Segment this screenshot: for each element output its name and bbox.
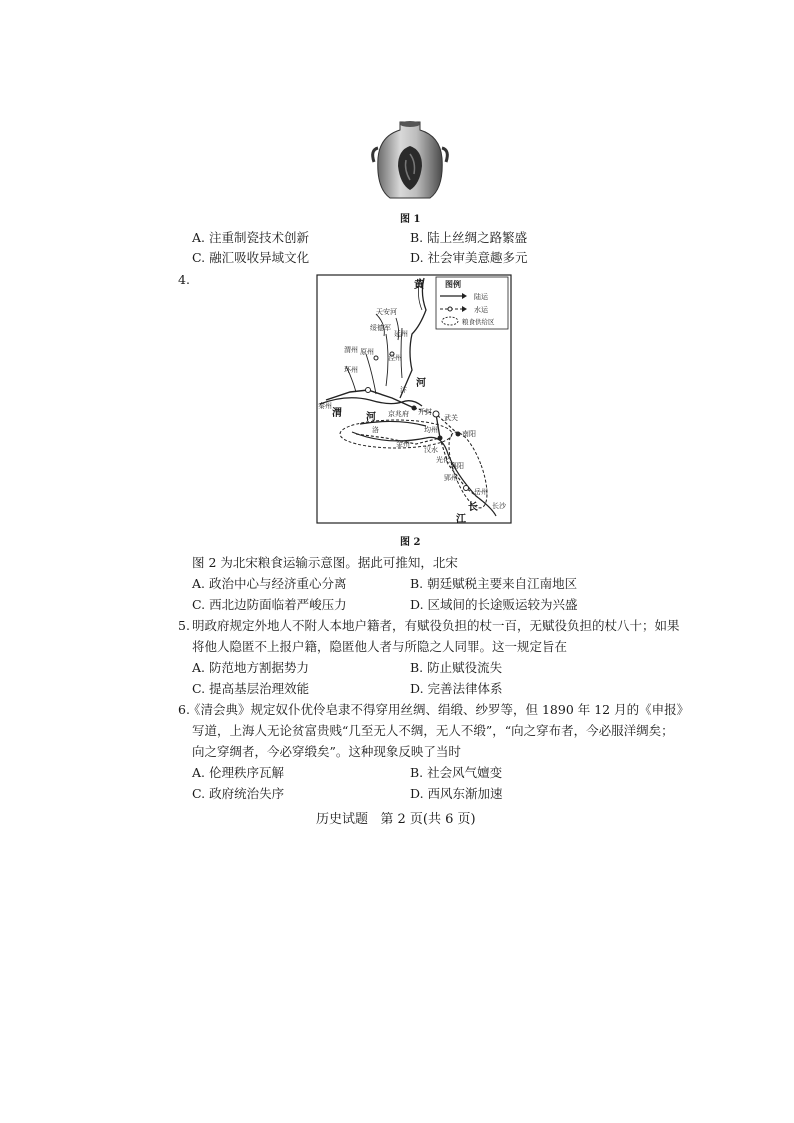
q3-option-c: C. 融汇吸收异域文化 (192, 250, 310, 265)
legend-land: 陆运 (474, 293, 488, 301)
q6-option-d: D. 西风东渐加速 (410, 786, 503, 801)
q4-option-b: B. 朝廷赋税主要来自江南地区 (410, 576, 578, 591)
map-place: 洛 (372, 426, 379, 434)
map-place: 原州 (360, 348, 374, 356)
map-place: 渭州 (344, 346, 358, 354)
legend-title: 图例 (445, 280, 461, 289)
map-label-jiang: 江 (456, 514, 466, 524)
q5-option-a: A. 防范地方割据势力 (192, 660, 310, 675)
q5-stem-line2: 将他人隐匿不上报户籍，隐匿他人者与所隐之人同罪。这一规定旨在 (192, 639, 568, 654)
map-place: 京兆府 (388, 410, 409, 418)
q5-option-c: C. 提高基层治理效能 (192, 681, 310, 696)
map-place: 汉水 (424, 446, 438, 454)
q6-option-c: C. 政府统治失序 (192, 786, 285, 801)
map-label-he1: 河 (416, 378, 426, 389)
map-place: 汴 (400, 386, 407, 394)
q6-stem-line2: 写道，上海人无论贫富贵贱“几至无人不绸，无人不缎”，“向之穿布者，今必服洋绸矣； (192, 723, 674, 738)
map-place: 岳州 (474, 488, 488, 496)
q5-option-d: D. 完善法律体系 (410, 681, 503, 696)
q3-option-d: D. 社会审美意趣多元 (410, 250, 528, 265)
map-label-chang: 长 (468, 502, 478, 513)
map-place: 均州 (424, 426, 438, 434)
q5-stem-line1: 明政府规定外地人不附人本地户籍者，有赋役负担的杖一百，无赋役负担的杖八十；如果 (192, 618, 680, 633)
q6-option-a: A. 伦理秩序瓦解 (192, 765, 285, 780)
q6-number: 6. (178, 702, 190, 717)
q4-option-d: D. 区域间的长途贩运较为兴盛 (410, 597, 578, 612)
q4-number: 4. (178, 272, 190, 287)
map-label-he2: 河 (366, 412, 376, 423)
map-place: 武关 (444, 414, 458, 422)
map-place: 长沙 (492, 502, 506, 510)
map-label-huang: 黄 (414, 280, 424, 291)
q4-stem: 图 2 为北宋粮食运输示意图。据此可推知，北宋 (192, 555, 458, 570)
vase-figure-image (370, 118, 450, 203)
map-place: 延州 (394, 330, 408, 338)
q4-option-c: C. 西北边防面临着严峻压力 (192, 597, 347, 612)
legend-water: 水运 (474, 306, 488, 314)
grain-transport-map (316, 274, 512, 524)
page-footer: 历史试题 第 2 页(共 6 页) (316, 812, 476, 827)
map-place: 南阳 (462, 430, 476, 438)
q4-option-a: A. 政治中心与经济重心分离 (192, 576, 347, 591)
figure-1-caption: 图 1 (400, 214, 421, 225)
q6-stem-line3: 向之穿绸者，今必穿缎矣”。这种现象反映了当时 (192, 744, 461, 759)
map-place: 襄阳 (450, 462, 464, 470)
legend-grain: 粮食供给区 (462, 318, 495, 326)
map-place: 秦州 (318, 402, 332, 410)
map-place: 绥德军 (370, 324, 391, 332)
q3-option-b: B. 陆上丝绸之路繁盛 (410, 230, 528, 245)
map-place: 郢州 (444, 474, 458, 482)
map-legend (436, 277, 508, 329)
q5-option-b: B. 防止赋役流失 (410, 660, 503, 675)
map-place: 泾州 (388, 354, 402, 362)
q6-option-b: B. 社会风气嬗变 (410, 765, 503, 780)
map-place: 开封 (418, 408, 432, 416)
q6-stem-line1: 《清会典》规定奴仆优伶皂隶不得穿用丝绸、绢缎、纱罗等，但 1890 年 12 月的《申报》 (188, 702, 690, 717)
q5-number: 5. (178, 618, 190, 633)
q3-option-a: A. 注重制瓷技术创新 (192, 230, 310, 245)
map-place: 天安河 (376, 308, 397, 316)
figure-2-caption: 图 2 (400, 537, 421, 548)
map-place: 光化 (436, 456, 450, 464)
map-place: 环州 (344, 366, 358, 374)
map-label-wei: 渭 (332, 408, 342, 419)
map-place: 金州 (396, 440, 410, 448)
